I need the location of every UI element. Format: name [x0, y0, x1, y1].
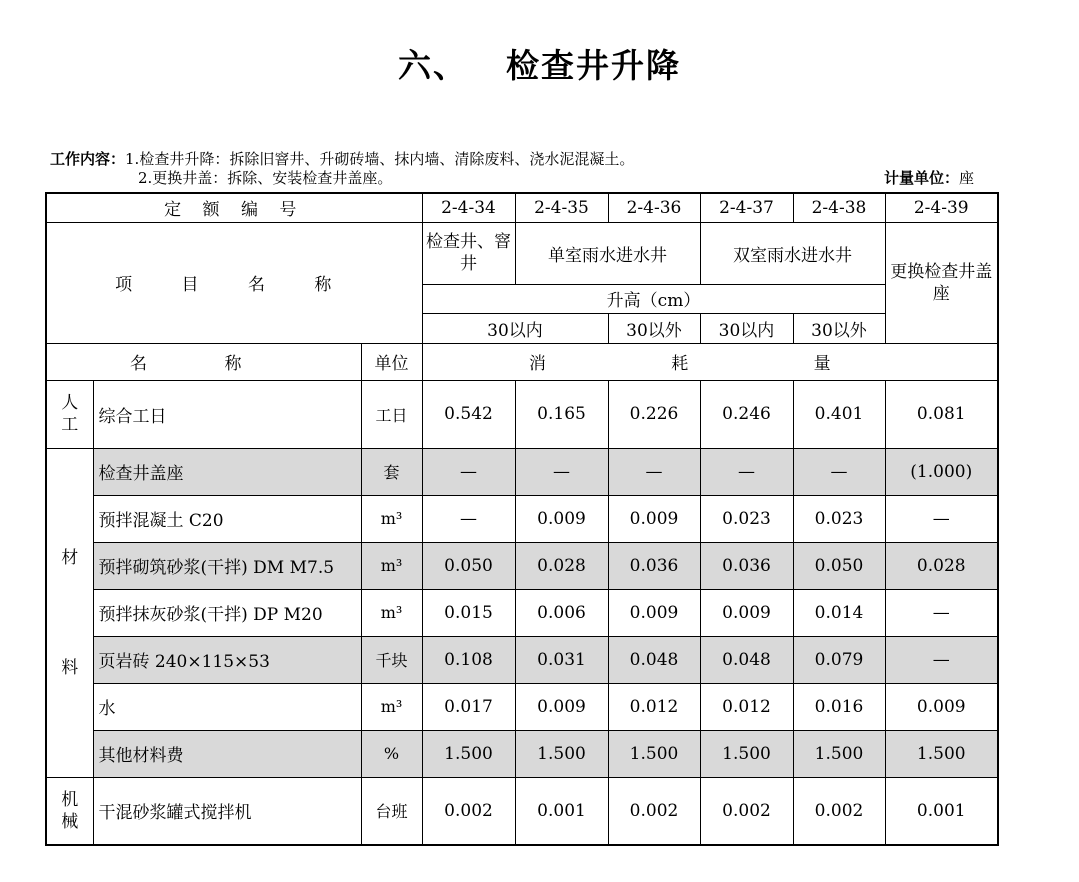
row-name: 页岩砖 240×115×53	[93, 636, 361, 683]
cell-value: —	[422, 448, 515, 495]
cell-value: 0.081	[885, 380, 998, 448]
cell-value: 0.048	[608, 636, 700, 683]
cell-value: 0.542	[422, 380, 515, 448]
cell-value: 0.031	[515, 636, 608, 683]
row-unit: 套	[361, 448, 422, 495]
cell-value: —	[608, 448, 700, 495]
cell-value: 0.009	[885, 683, 998, 730]
cell-value: 0.028	[885, 542, 998, 589]
project-name-single-chamber: 单室雨水进水井	[515, 222, 700, 284]
cell-value: 1.500	[608, 730, 700, 777]
rise-range: 30以内	[422, 313, 608, 343]
cell-value: 0.048	[700, 636, 793, 683]
cell-value: 0.015	[422, 589, 515, 636]
row-unit: m³	[361, 683, 422, 730]
cell-value: 0.050	[793, 542, 885, 589]
row-name: 水	[93, 683, 361, 730]
project-name-label: 项 目 名 称	[46, 222, 422, 343]
cell-value: 1.500	[422, 730, 515, 777]
cell-value: 0.012	[700, 683, 793, 730]
row-name: 其他材料费	[93, 730, 361, 777]
cell-value: 0.036	[700, 542, 793, 589]
quota-code: 2-4-36	[608, 193, 700, 222]
row-unit: 台班	[361, 777, 422, 845]
cell-value: 0.401	[793, 380, 885, 448]
cell-value: 0.009	[515, 683, 608, 730]
quota-code: 2-4-38	[793, 193, 885, 222]
group-labor: 人工	[46, 380, 93, 448]
cell-value: 0.017	[422, 683, 515, 730]
cell-value: 0.002	[793, 777, 885, 845]
quota-code: 2-4-37	[700, 193, 793, 222]
cell-value: 0.079	[793, 636, 885, 683]
quota-code: 2-4-35	[515, 193, 608, 222]
cell-value: 0.014	[793, 589, 885, 636]
cell-value: —	[700, 448, 793, 495]
cell-value: 1.500	[793, 730, 885, 777]
cell-value: 0.009	[700, 589, 793, 636]
row-name: 干混砂浆罐式搅拌机	[93, 777, 361, 845]
cell-value: 0.002	[700, 777, 793, 845]
group-material-char2: 料	[61, 657, 79, 678]
cell-value: 0.246	[700, 380, 793, 448]
page-title	[0, 40, 1079, 87]
project-name-replace-cover: 更换检查井盖座	[885, 222, 998, 343]
cell-value: 0.108	[422, 636, 515, 683]
group-material	[46, 448, 93, 777]
cell-value: 0.165	[515, 380, 608, 448]
quota-table	[45, 192, 999, 846]
row-unit: m³	[361, 495, 422, 542]
row-name: 预拌抹灰砂浆(干拌) DP M20	[93, 589, 361, 636]
row-name: 预拌砌筑砂浆(干拌) DM M7.5	[93, 542, 361, 589]
work-content-line1: 1.检查井升降：拆除旧窨井、升砌砖墙、抹内墙、清除废料、浇水泥混凝土。	[125, 150, 635, 168]
cell-value: 1.500	[515, 730, 608, 777]
cell-value: 0.001	[515, 777, 608, 845]
cell-value: 0.028	[515, 542, 608, 589]
rise-height-label: 升高（cm）	[422, 284, 885, 313]
project-name-manhole: 检查井、窨井	[422, 222, 515, 284]
work-content-label: 工作内容：	[50, 150, 126, 168]
row-name: 检查井盖座	[93, 448, 361, 495]
cell-value: 0.009	[608, 495, 700, 542]
cell-value: 1.500	[885, 730, 998, 777]
rise-range: 30以外	[608, 313, 700, 343]
name-header: 名 称	[46, 343, 361, 380]
cell-value: (1.000)	[885, 448, 998, 495]
rise-range: 30以外	[793, 313, 885, 343]
row-unit: %	[361, 730, 422, 777]
cell-value: 0.036	[608, 542, 700, 589]
work-content	[50, 150, 634, 188]
cell-value: 0.023	[793, 495, 885, 542]
cell-value: —	[422, 495, 515, 542]
quota-code-label: 定 额 编 号	[46, 193, 422, 222]
cell-value: 0.006	[515, 589, 608, 636]
row-unit: 千块	[361, 636, 422, 683]
group-material-char1: 材	[61, 547, 79, 568]
quota-code: 2-4-39	[885, 193, 998, 222]
row-unit: 工日	[361, 380, 422, 448]
cell-value: 0.002	[608, 777, 700, 845]
cell-value: 0.002	[422, 777, 515, 845]
cell-value: 0.009	[515, 495, 608, 542]
cell-value: —	[793, 448, 885, 495]
cell-value: —	[515, 448, 608, 495]
row-name: 预拌混凝土 C20	[93, 495, 361, 542]
group-machine: 机械	[46, 777, 93, 845]
title-number: 六、	[398, 46, 468, 85]
measurement-unit	[884, 167, 974, 188]
rise-range: 30以内	[700, 313, 793, 343]
cell-value: 0.001	[885, 777, 998, 845]
cell-value: 1.500	[700, 730, 793, 777]
row-unit: m³	[361, 589, 422, 636]
project-name-double-chamber: 双室雨水进水井	[700, 222, 885, 284]
cell-value: 0.023	[700, 495, 793, 542]
cell-value: 0.009	[608, 589, 700, 636]
row-name: 综合工日	[93, 380, 361, 448]
measurement-unit-value: 座	[958, 169, 974, 187]
row-unit: m³	[361, 542, 422, 589]
cell-value: 0.012	[608, 683, 700, 730]
measurement-unit-label: 计量单位：	[883, 169, 959, 187]
cell-value: 0.050	[422, 542, 515, 589]
cell-value: —	[885, 495, 998, 542]
work-content-line2: 2.更换井盖：拆除、安装检查井盖座。	[138, 169, 393, 187]
title-text: 检查井升降	[506, 46, 681, 85]
cell-value: 0.016	[793, 683, 885, 730]
consumption-header: 消 耗 量	[422, 343, 998, 380]
cell-value: —	[885, 636, 998, 683]
cell-value: 0.226	[608, 380, 700, 448]
quota-code: 2-4-34	[422, 193, 515, 222]
unit-header: 单位	[361, 343, 422, 380]
cell-value: —	[885, 589, 998, 636]
